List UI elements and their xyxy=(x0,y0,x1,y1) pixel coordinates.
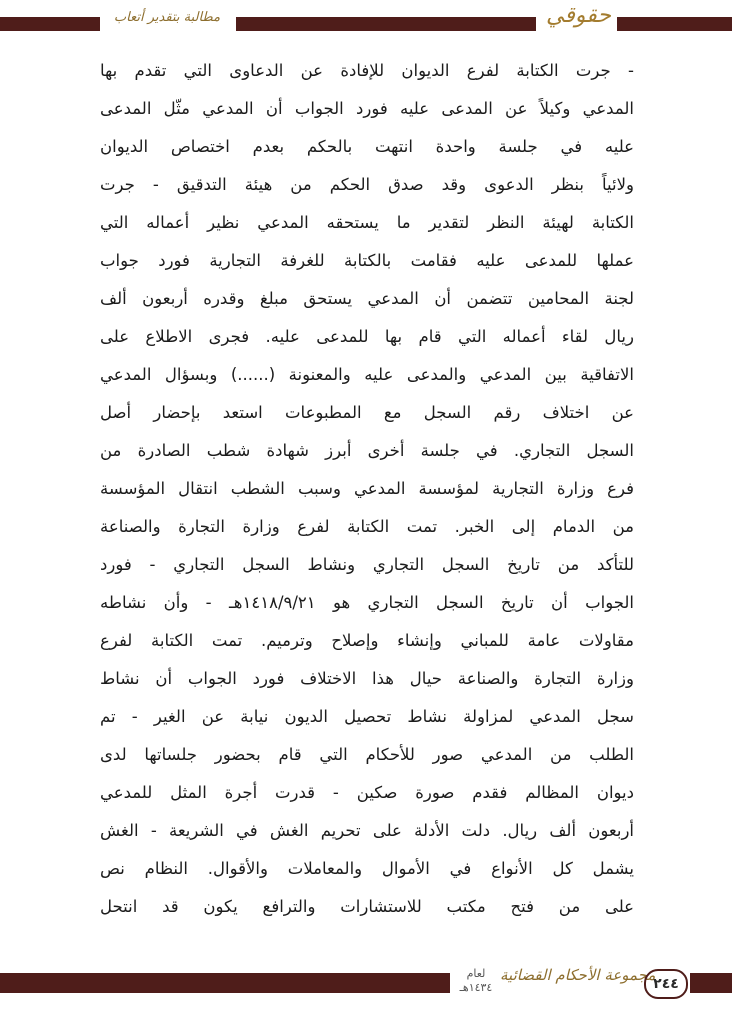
header-bar-right xyxy=(617,17,732,31)
page-number: ٢٤٤ xyxy=(644,969,688,999)
text-line: الكتابة لهيئة النظر لتقدير ما يستحقه المدعي نظير أعماله التي xyxy=(100,213,634,232)
text-line: - جرت الكتابة لفرع الديوان للإفادة عن الدعاوى التي تقدم بها xyxy=(100,61,634,80)
text-line: عملها للمدعى عليه فقامت بالكتابة للغرفة التجارية فورد جواب xyxy=(100,251,634,270)
text-line: أربعون ألف ريال. دلت الأدلة على تحريم الغش في الشريعة - الغش xyxy=(100,821,634,840)
body-text xyxy=(100,52,634,926)
footer-year-value: ١٤٣٤هـ xyxy=(459,981,493,994)
footer-brand: مجموعة الأحكام القضائية xyxy=(500,966,656,984)
text-line: لجنة المحامين تتضمن أن المدعي يستحق مبلغ وقدره أربعون ألف xyxy=(100,289,634,308)
text-line: عن اختلاف رقم السجل مع المطبوعات استعد بإحضار أصل xyxy=(100,403,634,422)
text-line: فرع وزارة التجارية لمؤسسة المدعي وسبب الشطب انتقال المؤسسة xyxy=(100,479,634,498)
text-line: للتأكد من تاريخ السجل التجاري ونشاط السجل التجاري - فورد xyxy=(100,555,634,574)
text-line: المدعي وكيلاً عن المدعى عليه فورد الجواب أن المدعي مثّل المدعى xyxy=(100,99,634,118)
text-line: سجل المدعي لمزاولة نشاط تحصيل الديون نيابة عن الغير - تم xyxy=(100,707,634,726)
text-line: عليه في جلسة واحدة انتهت بالحكم بعدم اختصاص الديوان xyxy=(100,137,634,156)
page-footer xyxy=(0,964,732,1004)
footer-year-label: لعام xyxy=(466,967,486,980)
page-header xyxy=(0,0,732,44)
text-line: على من فتح مكتب للاستشارات والترافع يكون قد انتحل xyxy=(100,897,634,916)
header-bar-left xyxy=(0,17,100,31)
header-subtitle: مطالبة بتقدير أتعاب xyxy=(113,10,221,25)
text-line: ديوان المظالم فقدم صورة صكين - قدرت أجرة المثل للمدعي xyxy=(100,783,634,802)
text-line: يشمل كل الأنواع في الأموال والمعاملات والأقوال. النظام نص xyxy=(100,859,634,878)
text-line: السجل التجاري. في جلسة أخرى أبرز شهادة شطب الصادرة من xyxy=(100,441,634,460)
text-line: الاتفاقية بين المدعي والمدعى عليه والمعنونة (......) وبسؤال المدعي xyxy=(100,365,634,384)
text-line: الجواب أن تاريخ السجل التجاري هو ١٤١٨/٩/٢١هـ - وأن نشاطه xyxy=(100,593,634,612)
header-bar-middle xyxy=(236,17,536,31)
text-line: مقاولات عامة للمباني وإنشاء وإصلاح وترميم. تمت الكتابة لفرع xyxy=(100,631,634,650)
footer-bar-right xyxy=(690,973,732,993)
text-line: ولائياً بنظر الدعوى وقد صدق الحكم من هيئة التدقيق - جرت xyxy=(100,175,634,194)
text-line: الطلب من المدعي صور للأحكام التي قام بحضور جلساتها لدى xyxy=(100,745,634,764)
text-line: وزارة التجارة والصناعة حيال هذا الاختلاف فورد الجواب أن نشاط xyxy=(100,669,634,688)
text-line: ريال لقاء أعماله التي قام بها للمدعى عليه. فجرى الاطلاع على xyxy=(100,327,634,346)
footer-year xyxy=(452,967,500,995)
text-line: من الدمام إلى الخبر. تمت الكتابة لفرع وزارة التجارة والصناعة xyxy=(100,517,634,536)
footer-bar-left xyxy=(0,973,450,993)
header-section-title: حقوقي xyxy=(546,3,611,28)
